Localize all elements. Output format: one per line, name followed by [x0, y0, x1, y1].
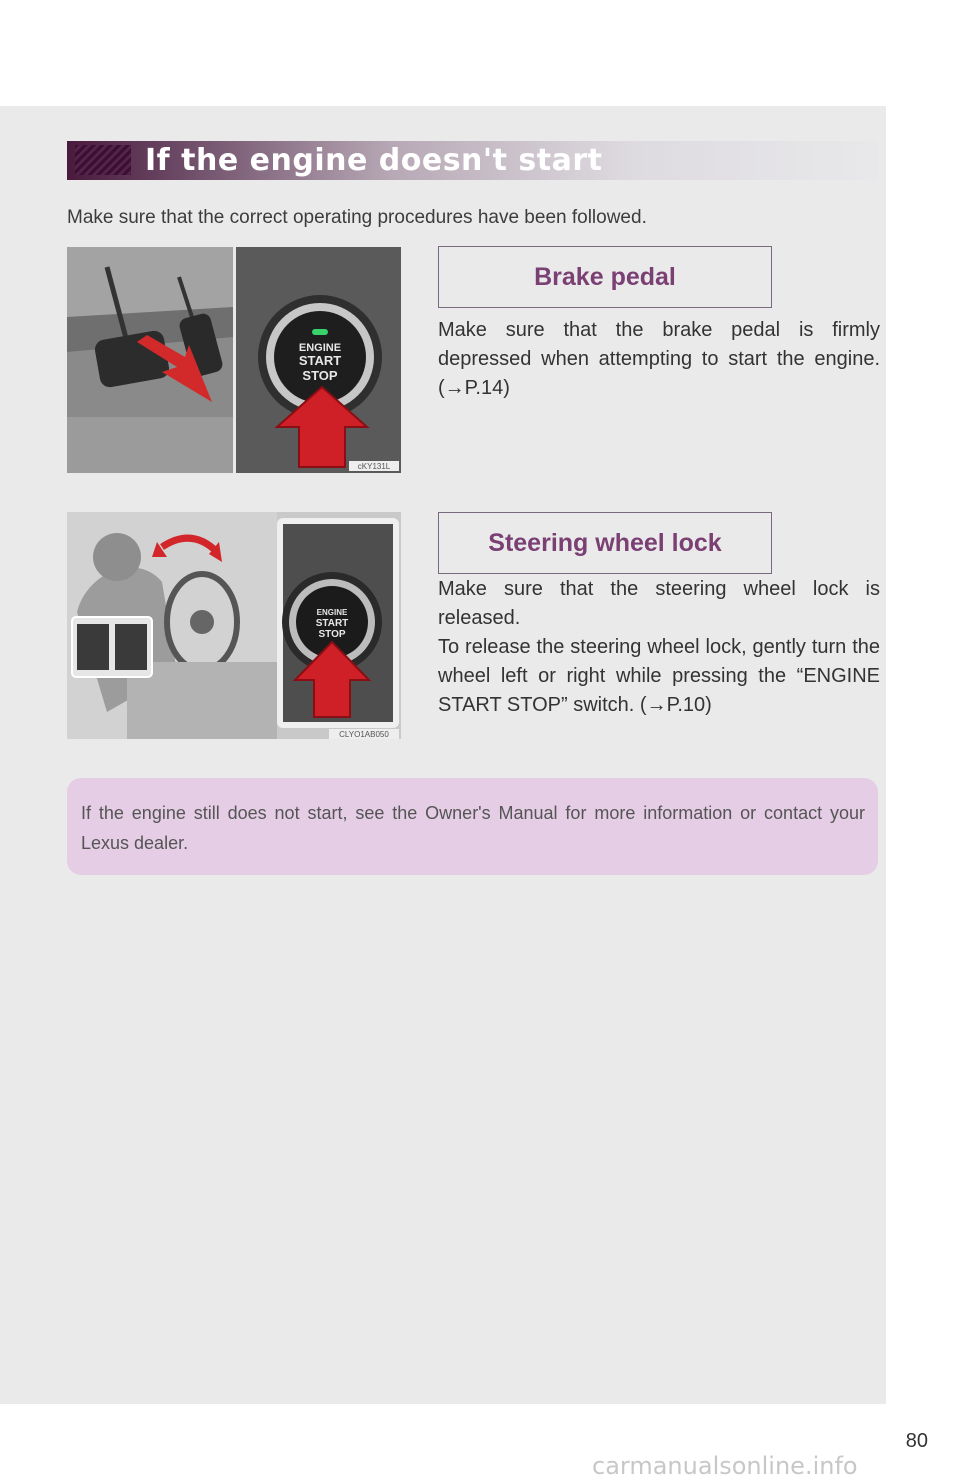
brake-pedal-text — [438, 316, 880, 403]
intro-text: Make sure that the correct operating procedures have been followed. — [67, 207, 647, 228]
image-code: cKY131L — [357, 462, 391, 471]
image-code: CLYO1AB050 — [339, 730, 389, 739]
section-header — [67, 141, 878, 180]
steering-lock-ref[interactable]: (→P.10) — [639, 694, 712, 716]
steering-lock-text-2 — [438, 633, 880, 720]
section-title: If the engine doesn't start — [145, 143, 603, 178]
steering-lock-photo — [67, 512, 401, 739]
note-box — [67, 778, 878, 875]
button-text-stop: STOP — [318, 629, 346, 640]
note-text: If the engine still does not start, see the Owner's Manual for more information or contact your Lexus dealer. — [81, 803, 865, 853]
steering-lock-label: Steering wheel lock — [438, 512, 772, 574]
page-number: 80 — [905, 1430, 928, 1452]
brake-pedal-ref[interactable]: (→P.14) — [438, 377, 510, 399]
button-text-stop: STOP — [302, 368, 338, 383]
watermark: carmanualsonline.info — [592, 1452, 858, 1480]
header-decoration — [75, 145, 131, 175]
button-text-engine: ENGINE — [298, 342, 342, 354]
brake-pedal-label: Brake pedal — [438, 246, 772, 308]
brake-pedal-body: Make sure that the brake pedal is firmly depressed when attempting to start the engine. — [438, 319, 880, 370]
steering-lock-text-1: Make sure that the steering wheel lock is released. — [438, 578, 880, 629]
brake-pedal-photo — [67, 247, 401, 473]
button-text-engine: ENGINE — [316, 608, 348, 617]
button-text-start: START — [315, 618, 349, 629]
button-text-start: START — [298, 353, 342, 368]
steering-lock-body: To release the steering wheel lock, gently turn the wheel left or right while pressing the “ENGINE START STOP” switch. — [438, 636, 880, 716]
